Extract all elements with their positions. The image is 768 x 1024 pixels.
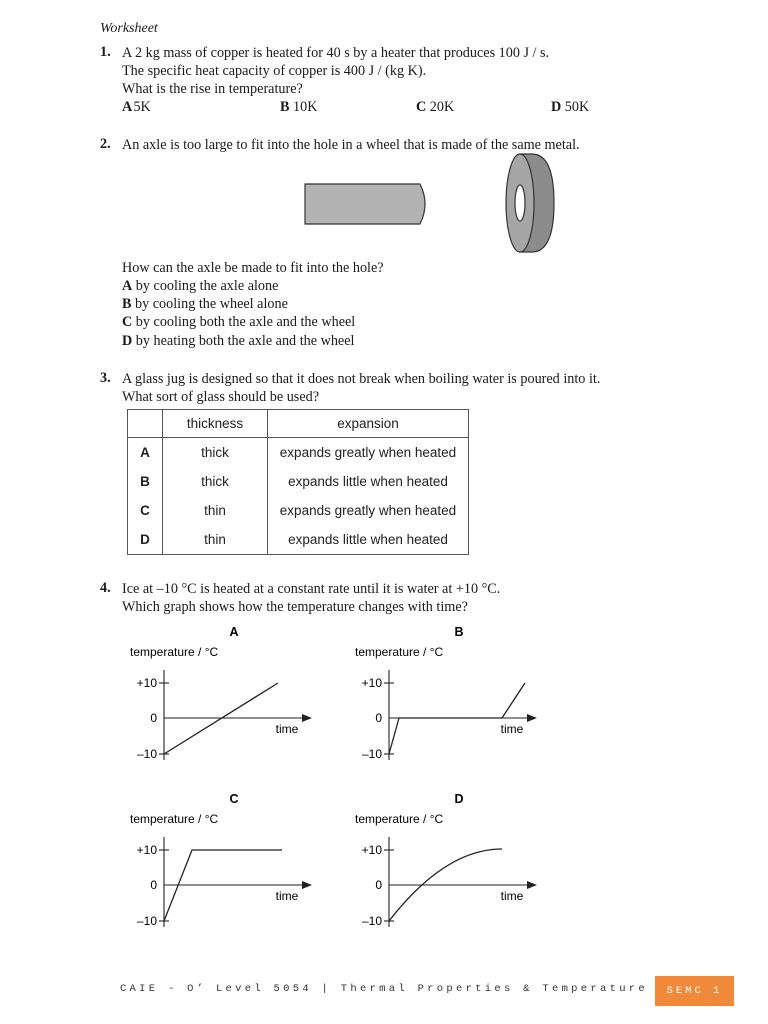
tick-label: +10 — [361, 843, 382, 857]
table-cell: thin — [163, 525, 268, 555]
graph-label: D — [454, 792, 464, 806]
row-label: B — [128, 467, 163, 496]
worksheet-title: Worksheet — [100, 21, 158, 36]
x-axis-label: time — [275, 889, 299, 903]
axle-wheel-figure — [300, 150, 570, 260]
question-text-line: An axle is too large to fit into the hole in a wheel that is made of the same metal. — [122, 137, 580, 153]
question-text-line: The specific heat capacity of copper is 400 J / (kg K). — [122, 63, 427, 79]
tick-label: 0 — [375, 878, 382, 892]
graph-d — [350, 787, 550, 937]
option-b — [122, 295, 288, 313]
question-number: 2. — [100, 136, 111, 152]
option-letter: C — [122, 314, 133, 330]
option-text: by cooling both the axle and the wheel — [135, 314, 356, 330]
table-header-cell — [128, 410, 163, 438]
option-c — [416, 99, 454, 116]
y-axis-label: temperature / °C — [355, 645, 444, 659]
question-text-line: How can the axle be made to fit into the hole? — [122, 260, 384, 276]
row-label: C — [128, 496, 163, 525]
arrow-head-icon — [527, 714, 537, 722]
table-row — [128, 438, 469, 468]
axle-icon — [305, 184, 425, 224]
option-letter: B — [122, 296, 132, 312]
tick-label: +10 — [136, 676, 157, 690]
option-letter: D — [122, 333, 133, 349]
table-header-cell: thickness — [163, 410, 268, 438]
axes — [384, 670, 530, 760]
arrow-head-icon — [527, 881, 537, 889]
question-number: 3. — [100, 370, 111, 386]
graph-label: B — [454, 625, 464, 639]
question-text-line: What sort of glass should be used? — [122, 389, 320, 405]
wheel-icon — [506, 154, 554, 252]
question-text-line: A glass jug is designed so that it does not break when boiling water is poured into it. — [122, 371, 601, 387]
axes — [384, 837, 530, 927]
option-c — [122, 313, 355, 331]
option-a — [122, 99, 151, 116]
question-text-line: Which graph shows how the temperature changes with time? — [122, 599, 468, 615]
tick-label: –10 — [361, 747, 382, 761]
y-axis-label: temperature / °C — [355, 812, 444, 826]
option-text: by cooling the axle alone — [135, 278, 279, 294]
option-letter: A — [122, 278, 133, 294]
option-letter: D — [551, 99, 562, 115]
tick-label: 0 — [375, 711, 382, 725]
option-text: 10K — [293, 99, 318, 115]
option-letter: C — [416, 99, 427, 115]
row-label: D — [128, 525, 163, 555]
question-text-line: What is the rise in temperature? — [122, 81, 303, 97]
row-label: A — [128, 438, 163, 468]
option-text: 20K — [429, 99, 455, 115]
question-number: 4. — [100, 580, 111, 596]
option-text: by cooling the wheel alone — [135, 296, 288, 312]
graph-a — [125, 620, 325, 770]
table-cell: thick — [163, 438, 268, 468]
table-cell: expands greatly when heated — [268, 438, 469, 468]
table-row — [128, 467, 469, 496]
table-cell: thick — [163, 467, 268, 496]
y-axis-label: temperature / °C — [130, 812, 219, 826]
arrow-head-icon — [302, 881, 312, 889]
page-footer — [0, 976, 768, 1006]
option-letter: A — [122, 99, 133, 115]
footer-text: CAIE - O’ Level 5054 | Thermal Properties & Temperature — [119, 983, 648, 995]
option-b — [280, 99, 317, 116]
question-text-line: Ice at –10 °C is heated at a constant rate until it is water at +10 °C. — [122, 581, 501, 597]
question-text-line: A 2 kg mass of copper is heated for 40 s by a heater that produces 100 J / s. — [122, 45, 550, 61]
option-text: by heating both the axle and the wheel — [135, 333, 355, 349]
table-header-row — [128, 410, 469, 438]
graph-b — [350, 620, 550, 770]
table-row — [128, 525, 469, 555]
tick-label: 0 — [150, 878, 157, 892]
arrow-head-icon — [302, 714, 312, 722]
question-number: 1. — [100, 44, 111, 60]
answer-options — [122, 99, 622, 117]
graph-label: A — [229, 625, 239, 639]
table-cell: expands little when heated — [268, 525, 469, 555]
x-axis-label: time — [500, 722, 524, 736]
tick-label: +10 — [361, 676, 382, 690]
table-header-cell: expansion — [268, 410, 469, 438]
tick-label: 0 — [150, 711, 157, 725]
page-badge: SEMC 1 — [655, 976, 734, 1006]
tick-label: –10 — [361, 914, 382, 928]
table-cell: expands little when heated — [268, 467, 469, 496]
tick-label: –10 — [136, 747, 157, 761]
option-d — [551, 99, 589, 116]
option-d — [122, 332, 354, 350]
table-row — [128, 496, 469, 525]
graph-label: C — [229, 792, 239, 806]
table-cell: expands greatly when heated — [268, 496, 469, 525]
option-a — [122, 277, 278, 295]
tick-label: –10 — [136, 914, 157, 928]
axes — [159, 670, 305, 760]
tick-label: +10 — [136, 843, 157, 857]
x-axis-label: time — [500, 889, 524, 903]
table-cell: thin — [163, 496, 268, 525]
option-text: 50K — [564, 99, 590, 115]
graph-c — [125, 787, 325, 937]
option-text: 5K — [133, 99, 151, 115]
option-letter: B — [280, 99, 290, 115]
y-axis-label: temperature / °C — [130, 645, 219, 659]
glass-options-table — [127, 409, 469, 555]
x-axis-label: time — [275, 722, 299, 736]
